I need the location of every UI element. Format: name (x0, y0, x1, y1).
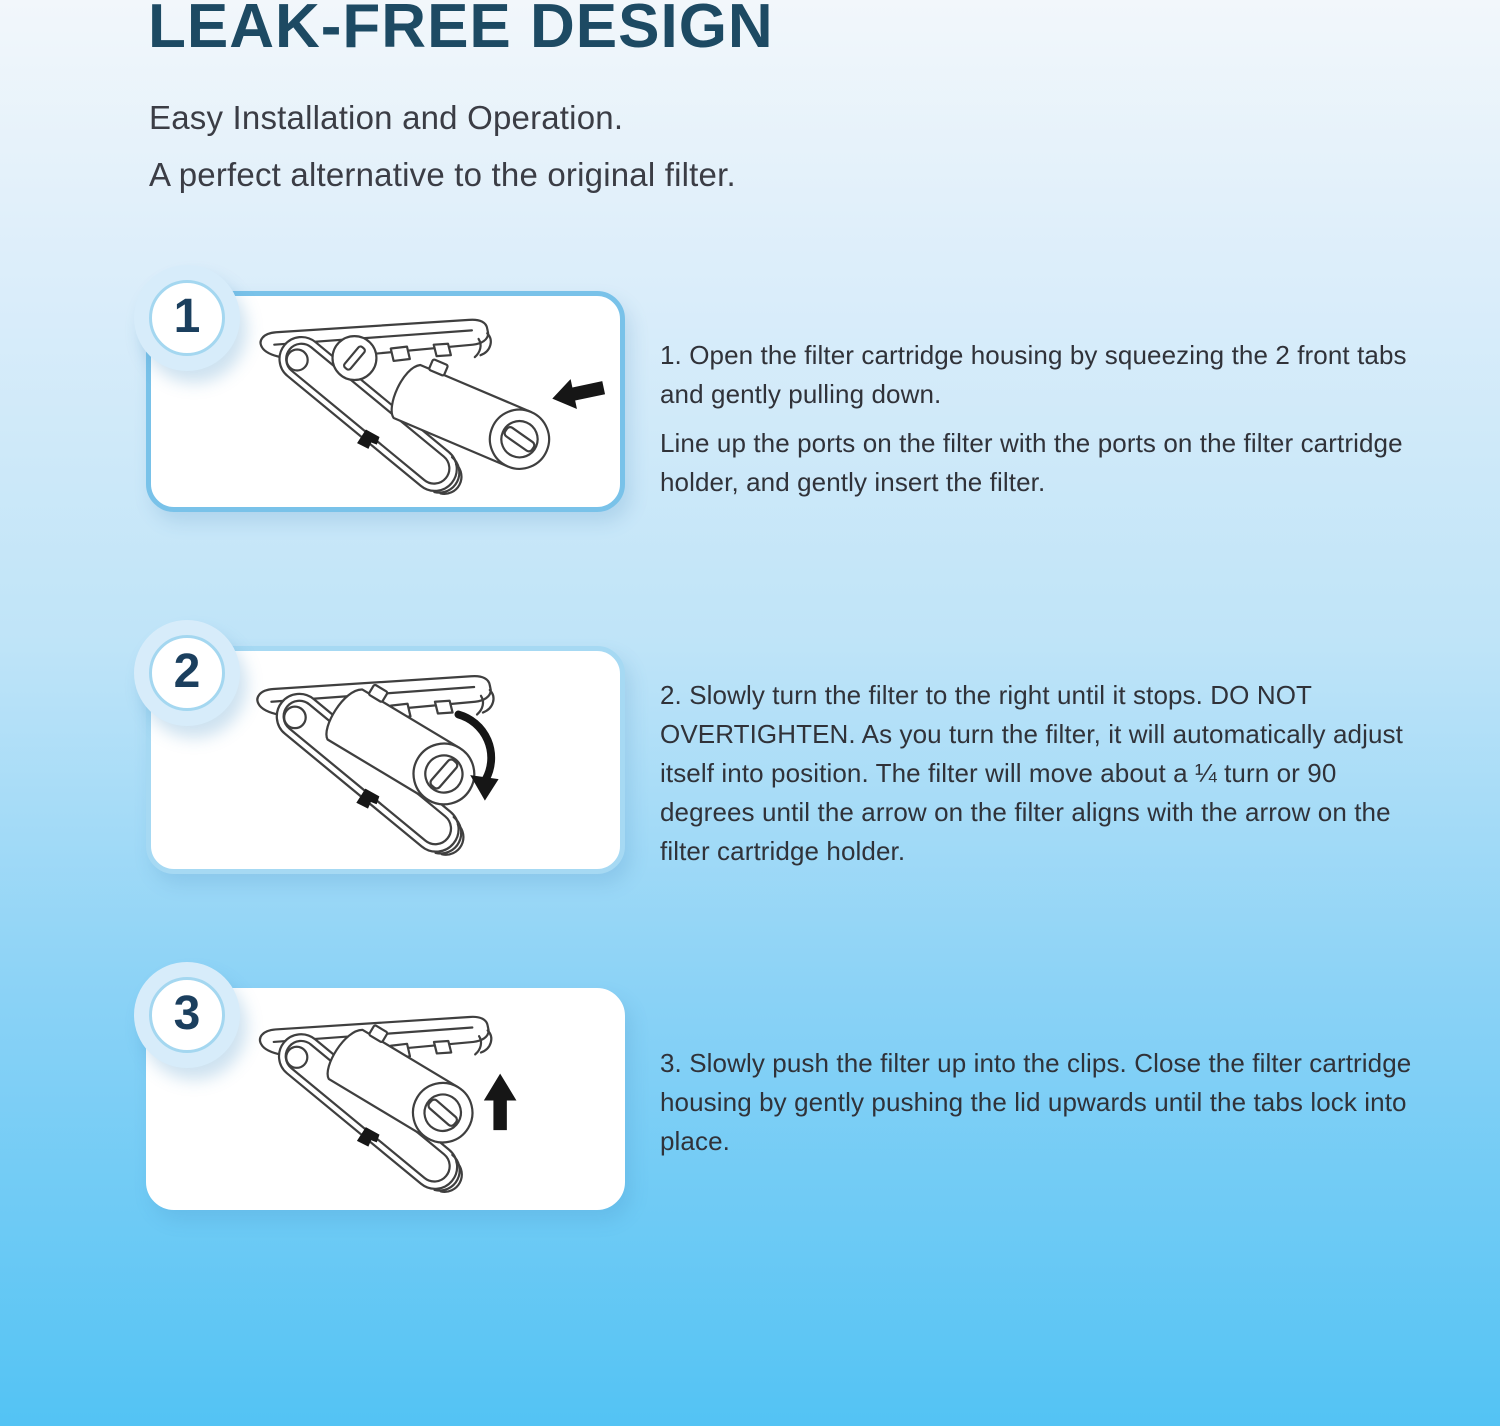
step-1-instructions (660, 336, 1412, 512)
step-number: 2 (173, 644, 201, 698)
step-number: 3 (173, 986, 201, 1040)
subtitle-line-2: A perfect alternative to the original filter. (149, 156, 736, 193)
step-2-illustration-card (146, 646, 625, 874)
page-title: LEAK-FREE DESIGN (148, 0, 774, 61)
instruction-paragraph: 2. Slowly turn the filter to the right until it stops. DO NOT OVERTIGHTEN. As you turn the filter, it will automatically adjust itself into position. The filter will move about a ¼ turn or 90 degrees until the arrow on the filter aligns with the arrow on the filter cartridge holder. (660, 680, 1403, 866)
filter-insert-illustration (151, 296, 620, 507)
step-3-instructions (660, 1044, 1412, 1171)
step-2-instructions (660, 676, 1412, 881)
instruction-paragraph: 1. Open the filter cartridge housing by squeezing the 2 front tabs and gently pulling down. (660, 340, 1407, 409)
arrow-up-icon (484, 1074, 517, 1131)
filter-push-up-illustration (151, 993, 620, 1205)
filter-rotate-illustration (151, 651, 620, 869)
instruction-paragraph: 3. Slowly push the filter up into the clips. Close the filter cartridge housing by gently pushing the lid upwards until the tabs lock into place. (660, 1048, 1412, 1156)
step-number: 1 (173, 289, 201, 343)
step-3-illustration-card (146, 988, 625, 1210)
instruction-paragraph: Line up the ports on the filter with the ports on the filter cartridge holder, and gently insert the filter. (660, 428, 1403, 497)
arrow-left-icon (549, 373, 607, 414)
subtitle-line-1: Easy Installation and Operation. (149, 99, 624, 136)
step-1-illustration-card (146, 291, 625, 512)
